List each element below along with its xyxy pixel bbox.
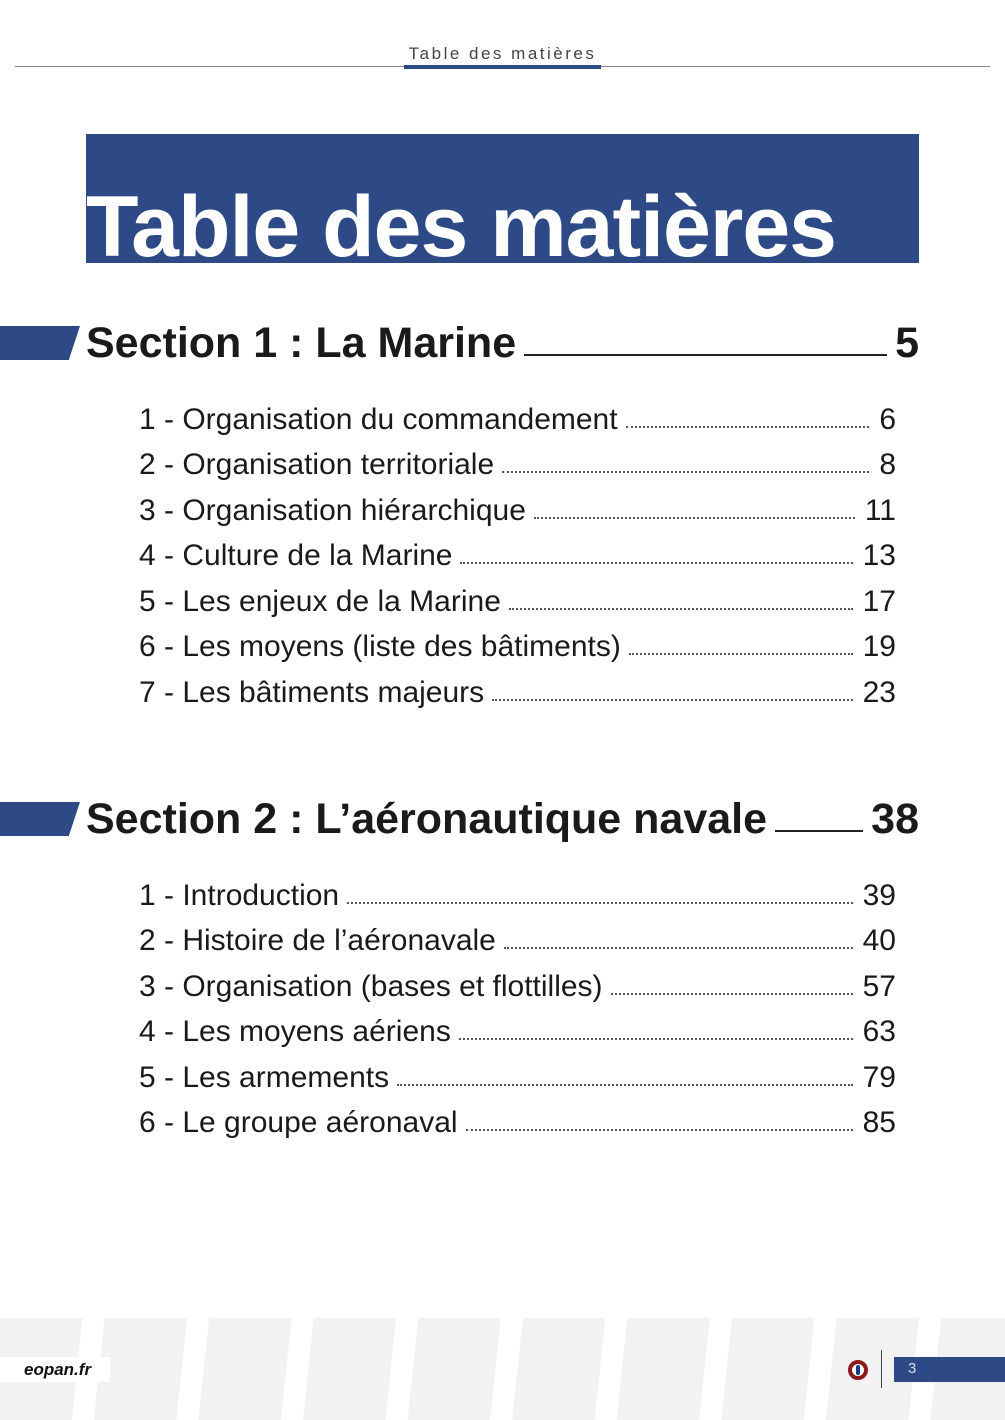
dot-leader [626, 426, 870, 428]
entry-page: 6 [879, 402, 896, 436]
section-page: 5 [895, 319, 919, 367]
dot-leader [504, 947, 853, 949]
entry-page: 11 [864, 493, 896, 527]
toc-entry[interactable] [139, 1098, 896, 1144]
header-accent-bar [404, 65, 601, 69]
entry-page: 85 [862, 1106, 896, 1139]
toc-entry[interactable] [139, 870, 896, 916]
entry-page: 40 [862, 924, 896, 957]
entry-title: 2 - Organisation territoriale [139, 448, 495, 481]
toc-entry[interactable] [139, 961, 896, 1007]
dot-leader [347, 902, 853, 904]
toc-entry[interactable] [139, 394, 896, 440]
toc-entry[interactable] [139, 1052, 896, 1098]
section-flag [0, 802, 80, 836]
entry-title: 3 - Organisation (bases et flottilles) [139, 969, 603, 1003]
section-flag [0, 326, 80, 360]
dot-leader [466, 1129, 853, 1131]
entry-title: 5 - Les armements [139, 1060, 390, 1094]
section-title: Section 1 : La Marine [86, 319, 517, 367]
page-title: Table des matières [86, 179, 836, 263]
toc-items [139, 870, 896, 1143]
dot-leader [502, 471, 869, 473]
leader-line [524, 354, 887, 356]
toc-items [139, 394, 896, 713]
entry-page: 8 [879, 448, 896, 481]
dot-leader [534, 517, 855, 519]
entry-title: 4 - Les moyens aériens [139, 1015, 451, 1048]
toc-section[interactable] [0, 794, 919, 844]
entry-page: 57 [862, 969, 896, 1003]
entry-title: 4 - Culture de la Marine [139, 539, 453, 572]
toc-section[interactable] [0, 318, 919, 368]
dot-leader [629, 653, 853, 655]
section-page: 38 [871, 795, 919, 843]
footer-divider [881, 1350, 882, 1388]
footer-site[interactable]: eopan.fr [0, 1357, 110, 1382]
dot-leader [397, 1084, 853, 1086]
toc-entry[interactable] [139, 485, 896, 531]
entry-title: 1 - Introduction [139, 878, 340, 912]
entry-page: 23 [862, 675, 896, 709]
roundel-anchor-icon [848, 1360, 868, 1380]
dot-leader [492, 699, 852, 701]
title-banner [86, 134, 919, 263]
toc-entry[interactable] [139, 622, 896, 668]
entry-title: 6 - Les moyens (liste des bâtiments) [139, 630, 621, 663]
toc-entry[interactable] [139, 531, 896, 577]
entry-title: 1 - Organisation du commandement [139, 402, 618, 436]
entry-page: 13 [862, 539, 896, 572]
entry-title: 6 - Le groupe aéronaval [139, 1106, 458, 1139]
entry-page: 39 [862, 878, 896, 912]
running-header: Table des matières [408, 44, 597, 63]
entry-page: 17 [862, 584, 896, 618]
toc-entry[interactable] [139, 576, 896, 622]
toc-entry[interactable] [139, 440, 896, 486]
dot-leader [611, 993, 853, 995]
entry-page: 63 [862, 1015, 896, 1048]
entry-title: 2 - Histoire de l’aéronavale [139, 924, 496, 957]
toc-entry[interactable] [139, 667, 896, 713]
entry-title: 3 - Organisation hiérarchique [139, 493, 526, 527]
entry-title: 5 - Les enjeux de la Marine [139, 584, 501, 618]
entry-page: 79 [862, 1060, 896, 1094]
toc-entry[interactable] [139, 916, 896, 962]
dot-leader [460, 562, 852, 564]
leader-line [775, 830, 863, 832]
page-number: 3 [894, 1357, 1005, 1382]
toc-entry[interactable] [139, 1007, 896, 1053]
entry-title: 7 - Les bâtiments majeurs [139, 675, 485, 709]
dot-leader [459, 1038, 853, 1040]
entry-page: 19 [862, 630, 896, 663]
dot-leader [509, 608, 853, 610]
section-title: Section 2 : L’aéronautique navale [86, 795, 768, 843]
